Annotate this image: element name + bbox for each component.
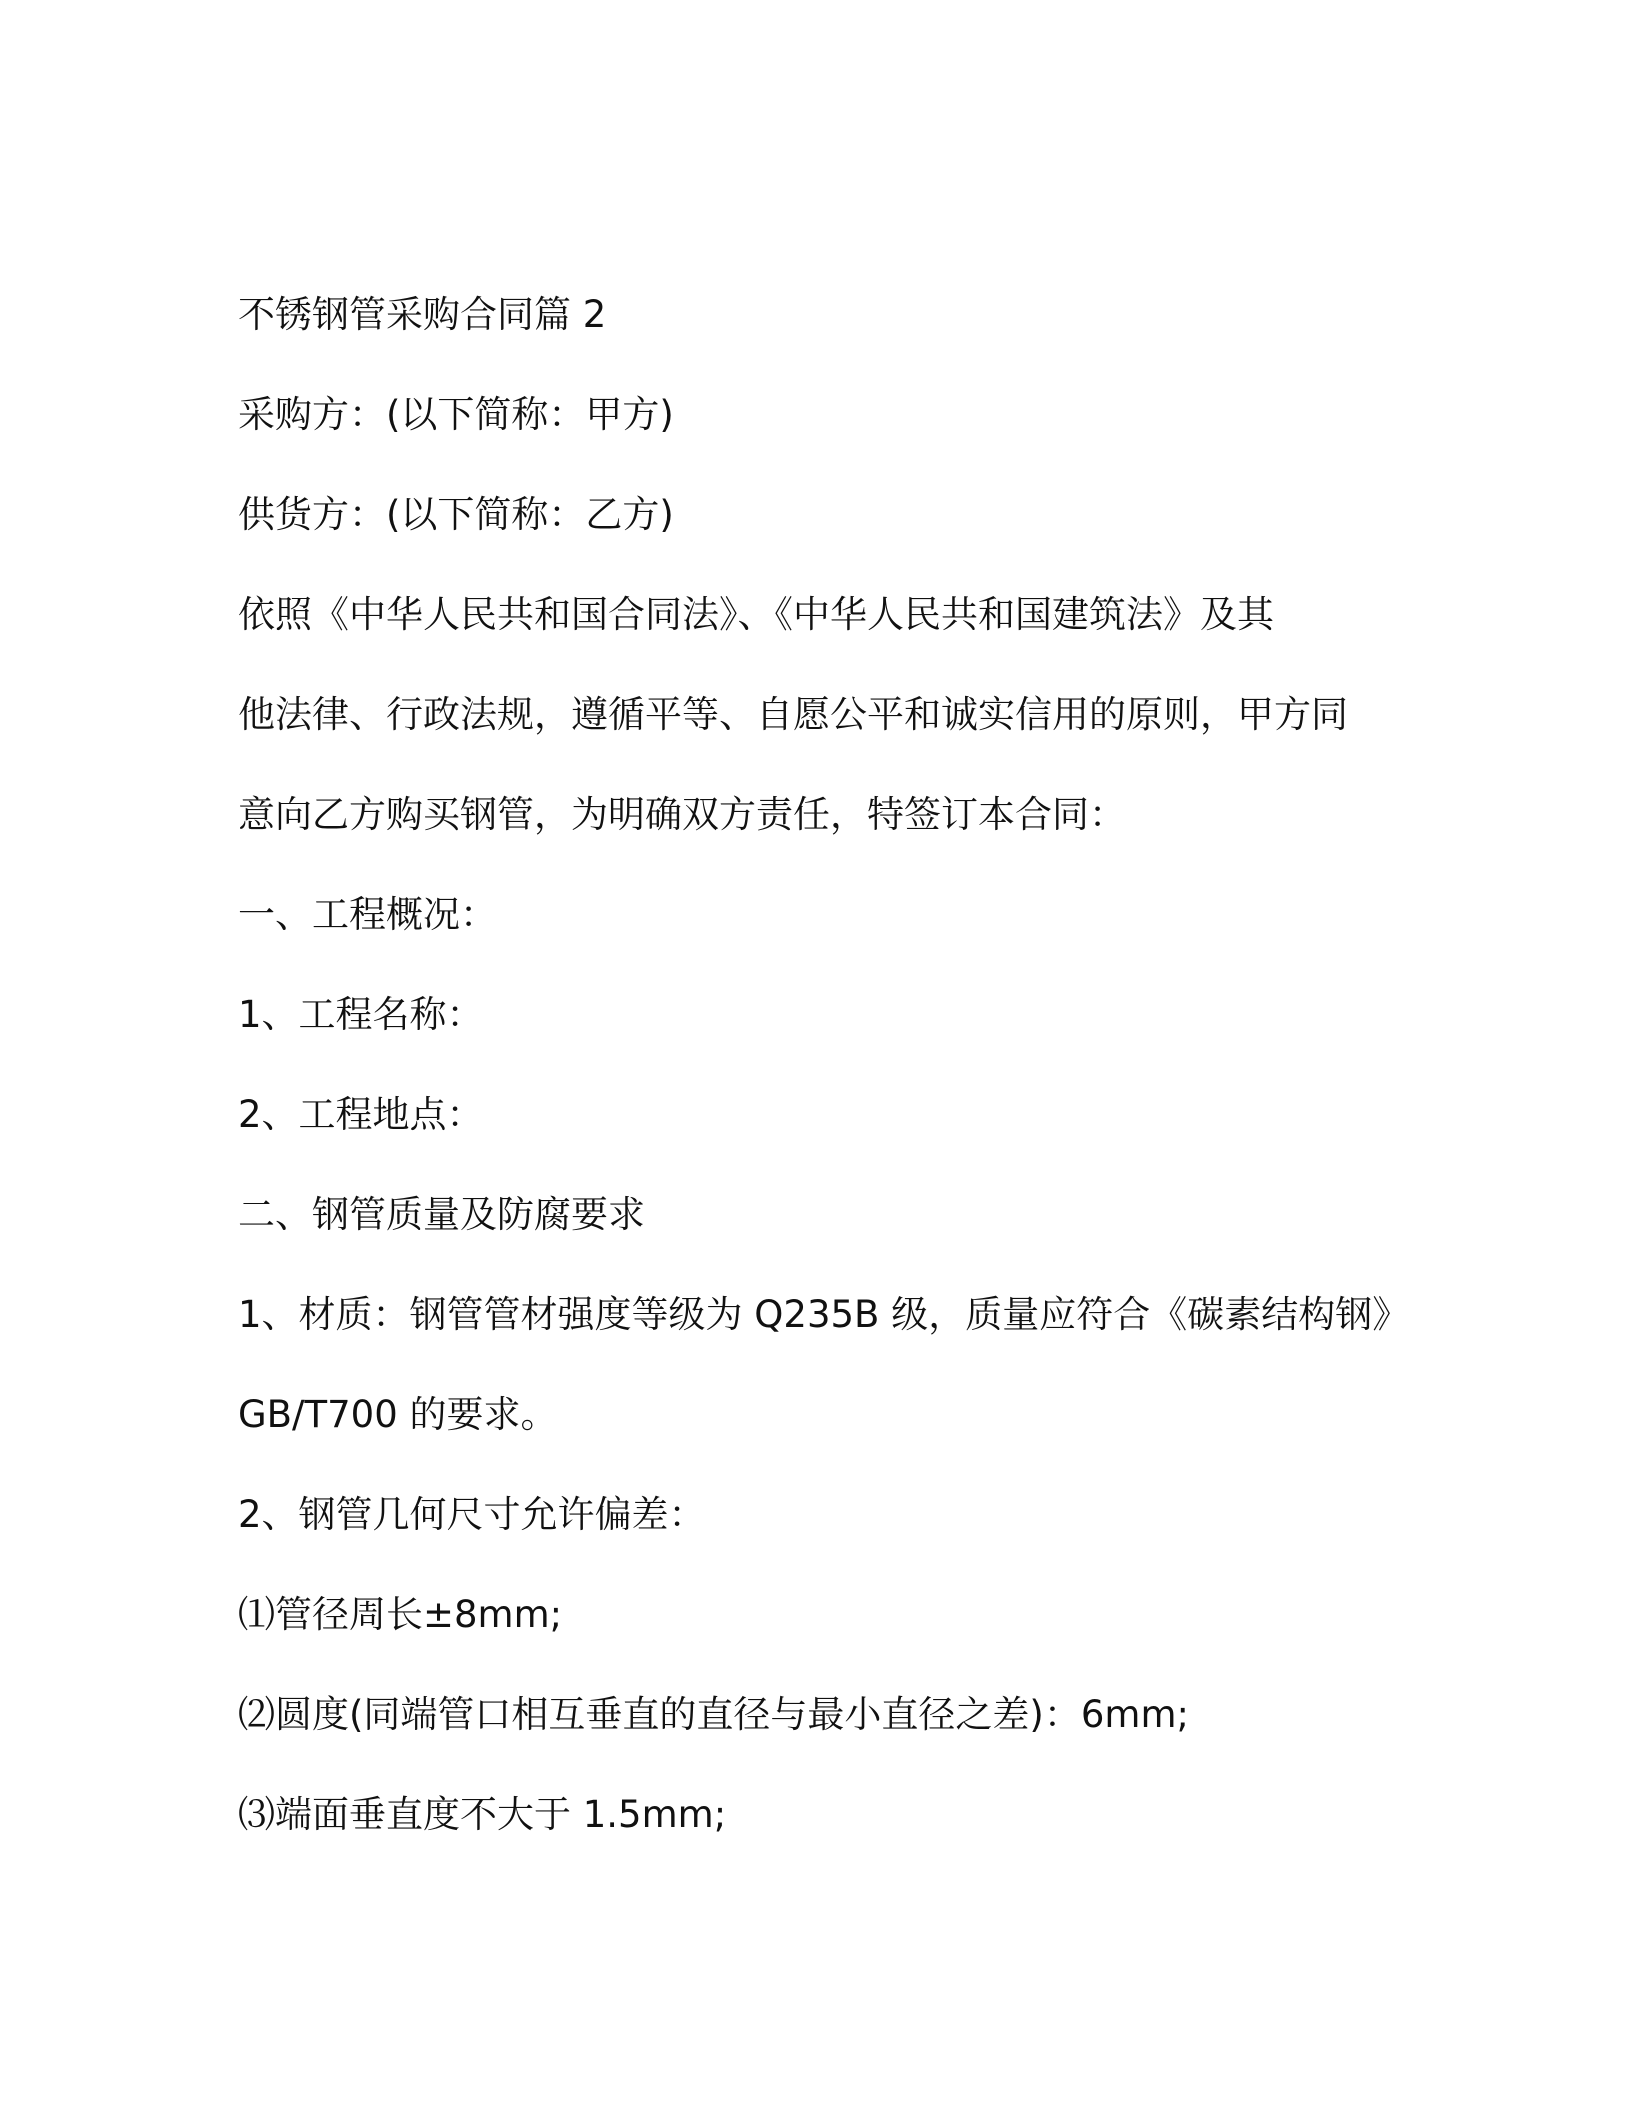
tolerance-item-heading: 2、钢管几何尺寸允许偏差：	[238, 1493, 706, 1536]
tolerance-circumference: ⑴管径周长±8mm;	[238, 1593, 563, 1636]
preamble-line-3: 意向乙方购买钢管，为明确双方责任，特签订本合同：	[238, 793, 1126, 836]
document-title: 不锈钢管采购合同篇 2	[238, 293, 607, 336]
tolerance-roundness: ⑵圆度(同端管口相互垂直的直径与最小直径之差)：6mm;	[238, 1693, 1189, 1736]
supplier-line: 供货方：(以下简称：乙方)	[238, 493, 674, 536]
project-location-item: 2、工程地点：	[238, 1093, 484, 1136]
preamble-line-1: 依照《中华人民共和国合同法》、《中华人民共和国建筑法》及其	[238, 593, 1274, 636]
tolerance-perpendicularity: ⑶端面垂直度不大于 1.5mm;	[238, 1793, 727, 1836]
section-2-heading: 二、钢管质量及防腐要求	[238, 1193, 645, 1236]
section-1-heading: 一、工程概况：	[238, 893, 497, 936]
purchaser-line: 采购方：(以下简称：甲方)	[238, 393, 674, 436]
preamble-line-2: 他法律、行政法规，遵循平等、自愿公平和诚实信用的原则，甲方同	[238, 693, 1348, 736]
project-name-item: 1、工程名称：	[238, 993, 484, 1036]
material-item-line-1: 1、材质：钢管管材强度等级为 Q235B 级，质量应符合《碳素结构钢》	[238, 1293, 1410, 1336]
material-item-line-2: GB/T700 的要求。	[238, 1393, 558, 1436]
